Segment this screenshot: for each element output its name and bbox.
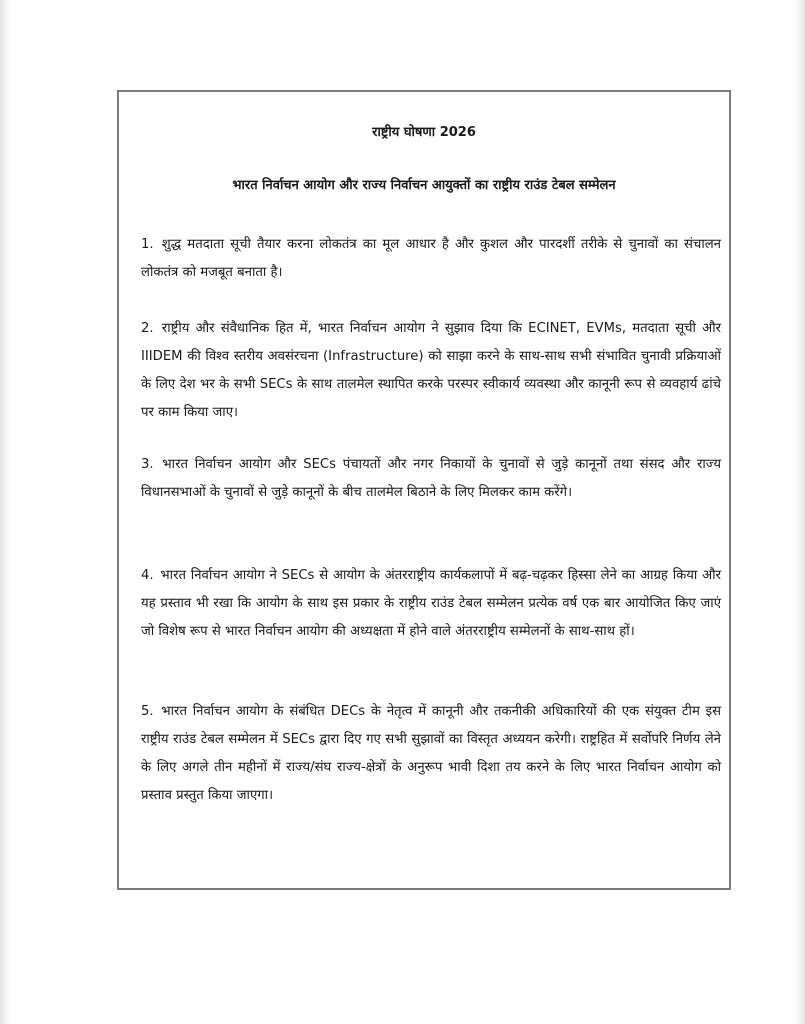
declaration-item-4 [141, 562, 721, 646]
item-text: भारत निर्वाचन आयोग के संबंधित DECs के नेतृत्व में कानूनी और तकनीकी अधिकारियों की एक संयुक्त टीम इस राष्ट्रीय राउंड टेबल सम्मेलन में SECs द्वारा दिए गए सभी सुझावों का विस्तृत अध्ययन करेगी। राष्ट्रहित में सर्वोपरि निर्णय लेने के लिए अगले तीन महीनों में राज्य/संघ राज्य-क्षेत्रों के अनुरूप भावी दिशा तय करने के लिए भारत निर्वाचन आयोग को प्रस्ताव प्रस्तुत किया जाएगा। [141, 704, 721, 803]
item-text: भारत निर्वाचन आयोग ने SECs से आयोग के अंतरराष्ट्रीय कार्यकलापों में बढ़-चढ़कर हिस्सा लेने का आग्रह किया और यह प्रस्ताव भी रखा कि आयोग के साथ इस प्रकार के राष्ट्रीय राउंड टेबल सम्मेलन प्रत्येक वर्ष एक बार आयोजित किए जाएं जो विशेष रूप से भारत निर्वाचन आयोग की अध्यक्षता में होने वाले अंतरराष्ट्रीय सम्मेलनों के साथ-साथ हों। [141, 568, 721, 639]
page-edge-left [0, 0, 10, 1024]
item-text: राष्ट्रीय और संवैधानिक हित में, भारत निर्वाचन आयोग ने सुझाव दिया कि ECINET, EVMs, मतदाता सूची और IIIDEM की विश्व स्तरीय अवसंरचना (Infrastructure) को साझा करने के साथ-साथ सभी संभावित चुनावी प्रक्रियाओं के लिए देश भर के सभी SECs के साथ तालमेल स्थापित करके परस्पर स्वीकार्य व्यवस्था और कानूनी रूप से व्यवहार्य ढांचे पर काम किया जाए। [141, 321, 721, 420]
declaration-document [117, 90, 731, 890]
item-text: शुद्ध मतदाता सूची तैयार करना लोकतंत्र का मूल आधार है और कुशल और पारदर्शी तरीके से चुनावों का संचालन लोकतंत्र को मजबूत बनाता है। [141, 237, 721, 280]
item-number: 1. [141, 237, 154, 252]
item-text: भारत निर्वाचन आयोग और SECs पंचायतों और नगर निकायों के चुनावों से जुड़े कानूनों तथा संसद और राज्य विधानसभाओं के चुनावों से जुड़े कानूनों के बीच तालमेल बिठाने के लिए मिलकर काम करेंगे। [141, 457, 721, 500]
item-number: 5. [141, 704, 154, 719]
document-title: राष्ट्रीय घोषणा 2026 [372, 125, 476, 140]
item-number: 3. [141, 457, 154, 472]
declaration-item-3 [141, 451, 721, 507]
item-number: 4. [141, 568, 154, 583]
document-subtitle: भारत निर्वाचन आयोग और राज्य निर्वाचन आयुक्तों का राष्ट्रीय राउंड टेबल सम्मेलन [232, 178, 616, 193]
declaration-item-5 [141, 698, 721, 810]
declaration-item-2 [141, 315, 721, 427]
declaration-item-1 [141, 231, 721, 287]
item-number: 2. [141, 321, 154, 336]
page-edge-right [795, 0, 805, 1024]
